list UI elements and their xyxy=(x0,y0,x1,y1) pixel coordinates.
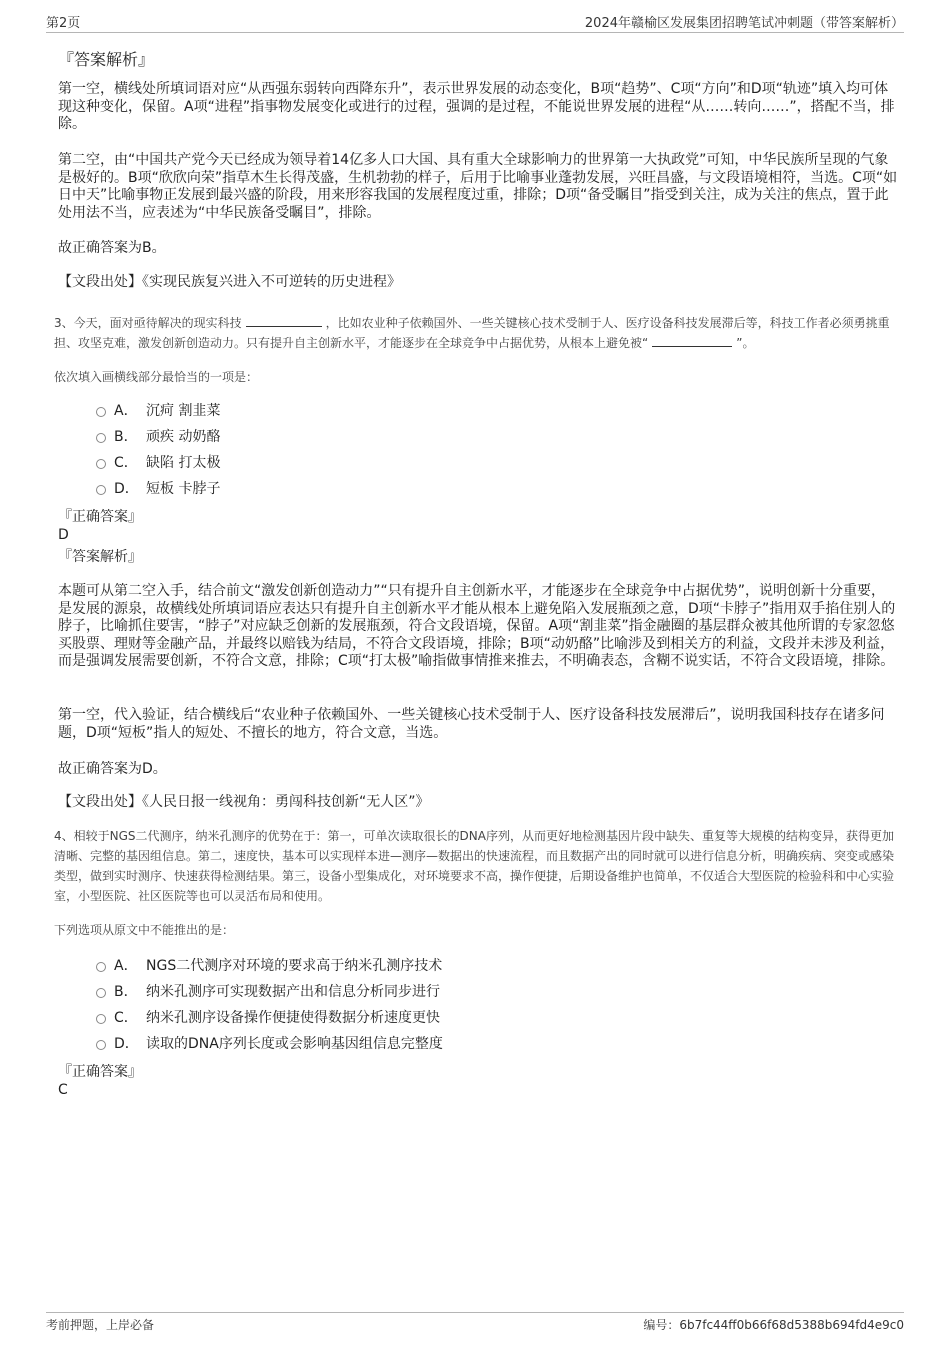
page-header xyxy=(46,12,904,33)
code-value: 6b7fc44ff0b66f68d5388b694fd4e9c0 xyxy=(679,1318,904,1332)
q3-conclusion: 故正确答案为D。 xyxy=(58,761,167,777)
option-text: 读取的DNA序列长度或会影响基因组信息完整度 xyxy=(146,1036,443,1052)
radio-icon[interactable] xyxy=(96,1014,106,1024)
q3-answer: D xyxy=(58,527,69,543)
document-title: 2024年赣榆区发展集团招聘笔试冲刺题（带答案解析） xyxy=(584,16,904,31)
option-letter: B． xyxy=(114,984,138,1000)
q3-source: 【文段出处】《人民日报一线视角：勇闯科技创新“无人区”》 xyxy=(58,794,430,810)
q2-analysis-label: 『答案解析』 xyxy=(58,50,155,69)
q2-analysis-para2: 第二空，由“中国共产党今天已经成为领导着14亿多人口大国、具有重大全球影响力的世界第一大执政党”可知，中华民族所呈现的气象是极好的。B项“欣欣向荣”指草木生长得茂盛，生机勃勃的样子，后用于比喻事业蓬勃发展，兴旺昌盛，与文段语境相符，当选。C项“如日中天”比喻事物正发展到最兴盛的阶段，用来形容我国的发展程度过重，排除；D项“备受瞩目”指受到关注，成为关注的焦点，置于此处用法不当，应表述为“中华民族备受瞩目”，排除。 xyxy=(58,152,898,221)
footer-slogan: 考前押题，上岸必备 xyxy=(46,1318,155,1332)
radio-icon[interactable] xyxy=(96,459,106,469)
option-letter: D． xyxy=(114,1036,139,1052)
q3-analysis-label: 『答案解析』 xyxy=(58,549,142,565)
q4-answer-label: 『正确答案』 xyxy=(58,1064,142,1080)
q3-stem-part2: ，比如农业种子依赖国外、一些关键核心技术受制于人、医疗设备科技发展滞后等，科技工作者必须勇挑重担、攻坚克难，激发创新创造动力。只有提升自主创新水平，才能逐步在全球竞争中占据优势，从根本上避免被“ xyxy=(54,316,890,350)
option-letter: C． xyxy=(114,1010,138,1026)
page-footer xyxy=(46,1312,904,1335)
q3-analysis-para1: 本题可从第二空入手，结合前文“激发创新创造动力”“只有提升自主创新水平，才能逐步在全球竞争中占据优势”，说明创新十分重要，是发展的源泉，故横线处所填词语应表达只有提升自主创新水平才能从根本上避免陷入发展瓶颈之意，D项“卡脖子”指用双手掐住别人的脖子，比喻抓住要害，“脖子”对应缺乏创新的发展瓶颈，符合文段语境，保留。A项“割韭菜”指金融圈的基层群众被其他所谓的专家忽悠买股票、理财等金融产品，并最终以赔钱为结局，不符合文段语境，排除；B项“动奶酪”比喻涉及到相关方的利益，文段并未涉及利益，而是强调发展需要创新，不符合文意，排除；C项“打太极”喻指做事情推来推去，不明确表态，含糊不说实话，不符合文段语境，排除。 xyxy=(58,583,896,669)
q2-source: 【文段出处】《实现民族复兴进入不可逆转的历史进程》 xyxy=(58,274,401,290)
option-text: 短板 卡脖子 xyxy=(146,481,221,497)
option-text: 纳米孔测序设备操作便捷使得数据分析速度更快 xyxy=(146,1010,440,1026)
q4-prompt: 下列选项从原文中不能推出的是： xyxy=(54,923,235,937)
q3-stem-part1: 3、今天，面对亟待解决的现实科技 xyxy=(54,316,242,330)
option-letter: C． xyxy=(114,455,138,471)
q3-blank-1 xyxy=(246,314,322,327)
radio-icon[interactable] xyxy=(96,485,106,495)
option-letter: D． xyxy=(114,481,139,497)
code-label: 编号： xyxy=(643,1318,680,1332)
q2-conclusion: 故正确答案为B。 xyxy=(58,240,166,256)
radio-icon[interactable] xyxy=(96,962,106,972)
option-text: 纳米孔测序可实现数据产出和信息分析同步进行 xyxy=(146,984,440,1000)
q2-analysis-para1: 第一空，横线处所填词语对应“从西强东弱转向西降东升”，表示世界发展的动态变化，B项“趋势”、C项“方向”和D项“轨迹”填入均可体现这种变化，保留。A项“进程”指事物发展变化或进行的过程，强调的是过程，不能说世界发展的进程“从……转向……”，搭配不当，排除。 xyxy=(58,81,895,132)
option-letter: A． xyxy=(114,403,138,419)
q3-answer-label: 『正确答案』 xyxy=(58,509,142,525)
q4-stem: 4、相较于NGS二代测序，纳米孔测序的优势在于：第一，可单次读取很长的DNA序列，从而更好地检测基因片段中缺失、重复等大规模的结构变异，获得更加清晰、完整的基因组信息。第二，速度快，基本可以实现样本进—测序—数据出的快速流程，而且数据产出的同时就可以进行信息分析，明确疾病、突变或感染类型，做到实时测序、快速获得检测结果。第三，设备小型集成化，对环境要求不高，操作便捷，后期设备维护也简单，不仅适合大型医院的检验科和中心实验室，小型医院、社区医院等也可以灵活布局和使用。 xyxy=(54,829,895,903)
q3-analysis-para2: 第一空，代入验证，结合横线后“农业种子依赖国外、一些关键核心技术受制于人、医疗设备科技发展滞后”，说明我国科技存在诸多问题，D项“短板”指人的短处、不擅长的地方，符合文意，当选。 xyxy=(58,707,885,741)
q3-blank-2 xyxy=(652,334,732,347)
option-text: 沉疴 割韭菜 xyxy=(146,403,221,419)
q3-stem xyxy=(54,313,900,353)
q4-answer: C xyxy=(58,1082,68,1098)
option-text: NGS二代测序对环境的要求高于纳米孔测序技术 xyxy=(146,958,443,974)
page-number: 第2页 xyxy=(46,16,81,31)
radio-icon[interactable] xyxy=(96,988,106,998)
option-letter: B． xyxy=(114,429,138,445)
document-code xyxy=(643,1316,904,1333)
option-text: 顽疾 动奶酪 xyxy=(146,429,221,445)
radio-icon[interactable] xyxy=(96,433,106,443)
q3-prompt: 依次填入画横线部分最恰当的一项是： xyxy=(54,370,259,384)
radio-icon[interactable] xyxy=(96,407,106,417)
radio-icon[interactable] xyxy=(96,1040,106,1050)
option-letter: A． xyxy=(114,958,138,974)
option-text: 缺陷 打太极 xyxy=(146,455,221,471)
q3-stem-part3: ”。 xyxy=(736,336,755,350)
